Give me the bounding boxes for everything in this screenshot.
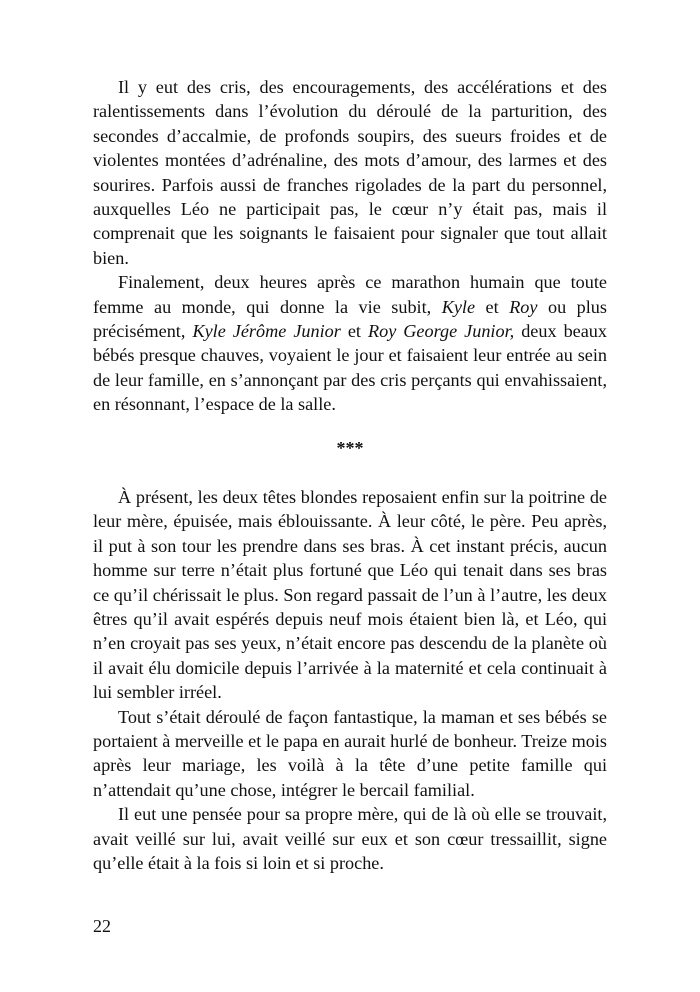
name-kyle-full: Kyle Jérôme Junior: [192, 321, 341, 342]
name-roy-full: Roy George Junior,: [367, 321, 515, 342]
text-run: et: [340, 321, 368, 342]
paragraph: [93, 270, 607, 416]
text-run: Finalement, deux heures après ce marathon humain que toute femme au monde, qui donne la vie subit,: [93, 272, 607, 317]
section-separator: ***: [336, 438, 364, 458]
paragraph: Tout s’était déroulé de façon fantastique, la maman et ses bébés se portaient à merveille et le papa en aurait hurlé de bonheur. Treize mois après leur mariage, les voilà à la tête d’une petite famille qui n’attendait qu’une chose, intégrer le bercail familial.: [93, 706, 607, 800]
text-run: deux beaux bébés presque chauves, voyaient le jour et faisaient leur entrée au sein de leur famille, en s’annonçant par des cris perçants qui envahissaient, en résonnant, l’espace de la salle.: [93, 321, 607, 415]
page-number: 22: [93, 916, 111, 936]
paragraph: Il y eut des cris, des encouragements, des accélérations et des ralentissements dans l’évolution du déroulé de la parturition, des secondes d’accalmie, de profonds soupirs, des sueurs froides et de violentes montées d’adrénaline, des mots d’amour, des larmes et des sourires. Parfois aussi de franches rigolades de la part du personnel, auxquelles Léo ne participait pas, le cœur n’y était pas, mais il comprenait que les soignants le faisaient pour signaler que tout allait bien.: [93, 77, 607, 268]
section-1: [93, 75, 607, 417]
name-kyle: Kyle: [441, 296, 476, 317]
text-run: et: [475, 296, 510, 317]
section-2: [93, 485, 607, 876]
text-run: ou plus précisément,: [93, 296, 607, 342]
paragraph: À présent, les deux têtes blondes reposaient enfin sur la poitrine de leur mère, épuisée, mais éblouissante. À leur côté, le père. Peu après, il put à son tour les prendre dans ses bras. À cet instant précis, aucun homme sur terre n’était plus fortuné que Léo qui tenait dans ses bras ce qu’il chérissait le plus. Son regard passait de l’un à l’autre, les deux êtres qu’il avait espérés depuis neuf mois étaient bien là, et Léo, qui n’en croyait pas ses yeux, n’était encore pas descendu de la planète où il avait élu domicile depuis l’arrivée à la maternité et cela continuait à lui sembler irréel.: [93, 487, 607, 703]
paragraph: Il eut une pensée pour sa propre mère, qui de là où elle se trouvait, avait veillé sur lui, avait veillé sur eux et son cœur tressaillit, signe qu’elle était à la fois si loin et si proche.: [93, 804, 607, 874]
name-roy: Roy: [509, 296, 538, 317]
